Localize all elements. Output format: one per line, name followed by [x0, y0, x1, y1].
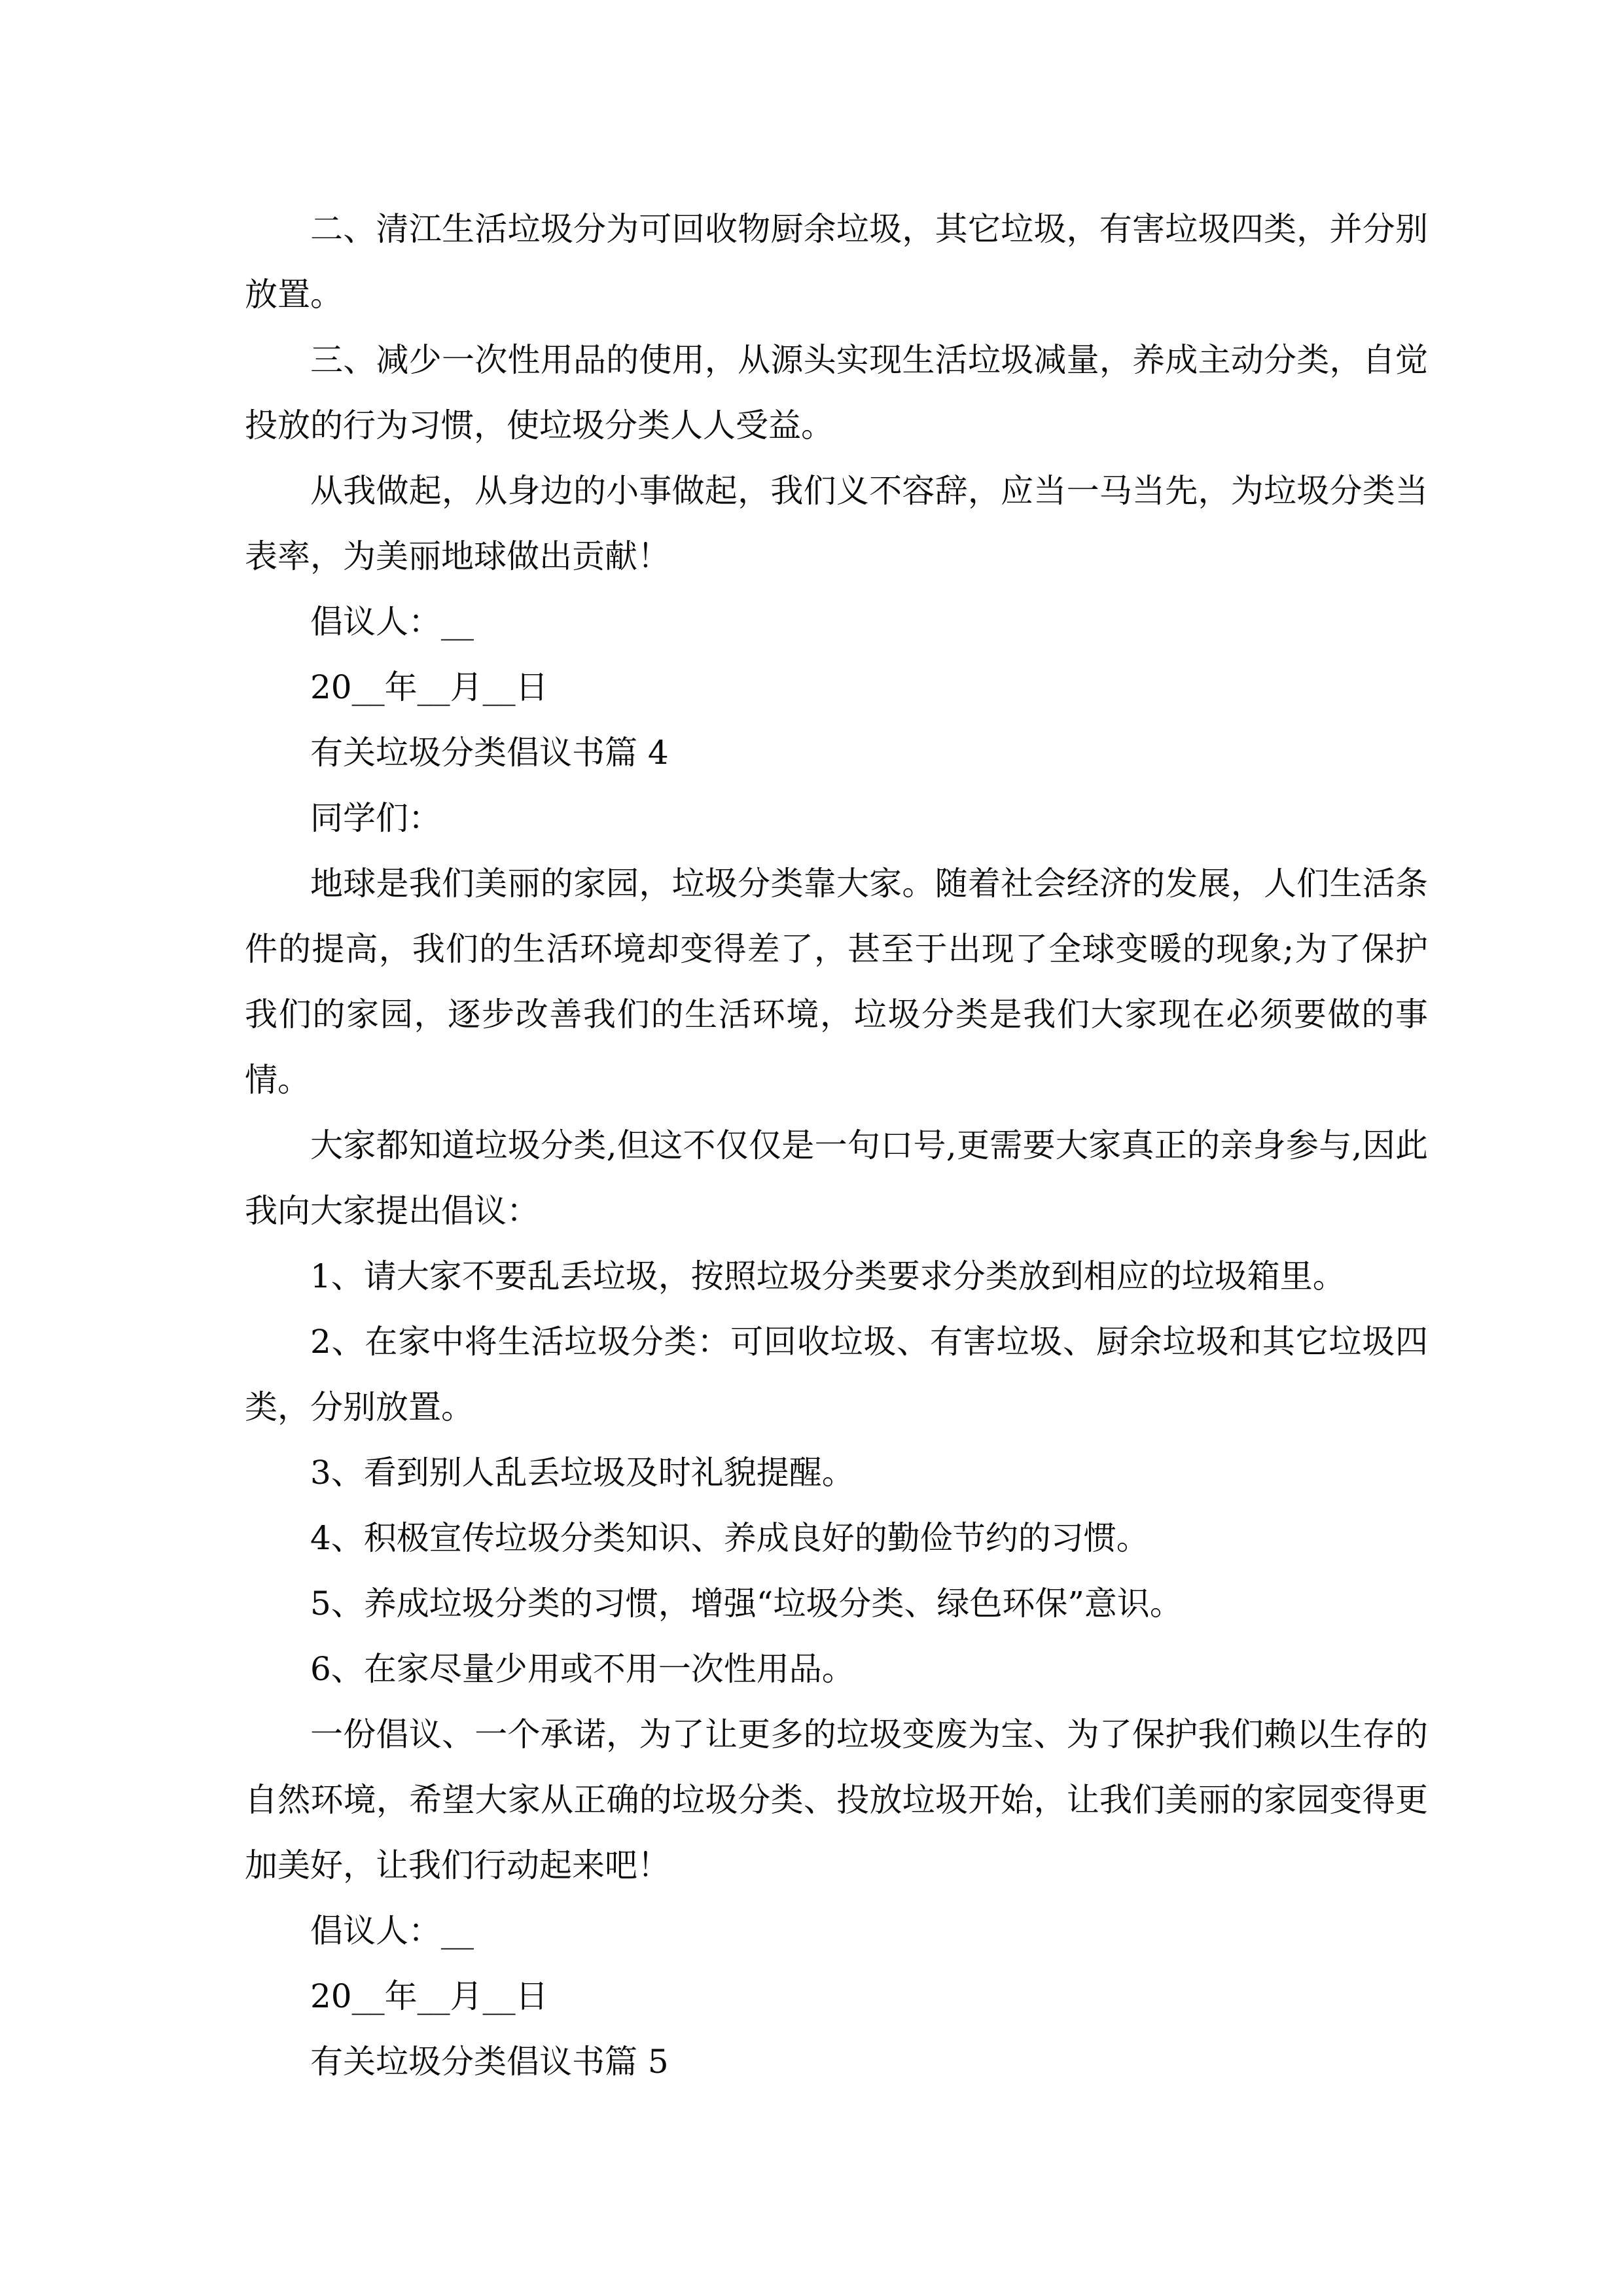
salutation-classmates: 同学们：: [310, 799, 441, 837]
document-page: [245, 196, 1428, 2094]
signature-date-4: 20__年__月__日: [310, 1977, 548, 2015]
proposal-item-1: 1、请大家不要乱丢垃圾，按照垃圾分类要求分类放到相应的垃圾箱里。: [310, 1257, 1346, 1295]
section-title-essay-5: 有关垃圾分类倡议书篇 5: [310, 2043, 669, 2081]
paragraph-point3-reduce-disposables: 三、减少一次性用品的使用，从源头实现生活垃圾减量，养成主动分类，自觉投放的行为习惯，使垃圾分类人人受益。: [245, 341, 1428, 444]
paragraph-closing-pledge-3: 从我做起，从身边的小事做起，我们义不容辞，应当一马当先，为垃圾分类当表率，为美丽地球做出贡献！: [245, 472, 1428, 575]
signature-proposer-4: 倡议人：__: [310, 1912, 474, 1950]
proposal-item-3: 3、看到别人乱丢垃圾及时礼貌提醒。: [310, 1454, 855, 1492]
proposal-item-6: 6、在家尽量少用或不用一次性用品。: [310, 1650, 855, 1688]
paragraph-point2-categories: 二、清江生活垃圾分为可回收物厨余垃圾，其它垃圾，有害垃圾四类，并分别放置。: [245, 210, 1428, 314]
proposal-item-2: 2、在家中将生活垃圾分类：可回收垃圾、有害垃圾、厨余垃圾和其它垃圾四类，分别放置。: [245, 1323, 1428, 1426]
proposal-item-5: 5、养成垃圾分类的习惯，增强“垃圾分类、绿色环保”意识。: [310, 1585, 1183, 1623]
paragraph-closing-pledge-4: 一份倡议、一个承诺，为了让更多的垃圾变废为宝、为了保护我们赖以生存的自然环境，希望大家从正确的垃圾分类、投放垃圾开始，让我们美丽的家园变得更加美好，让我们行动起来吧！: [245, 1715, 1428, 1884]
signature-proposer-3: 倡议人：__: [310, 603, 474, 641]
paragraph-intro-earth-home: 地球是我们美丽的家园，垃圾分类靠大家。随着社会经济的发展，人们生活条件的提高，我们的生活环境却变得差了，甚至于出现了全球变暖的现象;为了保护我们的家园，逐步改善我们的生活环境，垃圾分类是我们大家现在必须要做的事情。: [245, 865, 1428, 1099]
signature-date-3: 20__年__月__日: [310, 668, 548, 706]
section-title-essay-4: 有关垃圾分类倡议书篇 4: [310, 734, 669, 772]
paragraph-call-for-participation: 大家都知道垃圾分类,但这不仅仅是一句口号,更需要大家真正的亲身参与,因此我向大家提出倡议：: [245, 1126, 1428, 1230]
proposal-item-4: 4、积极宣传垃圾分类知识、养成良好的勤俭节约的习惯。: [310, 1519, 1149, 1557]
